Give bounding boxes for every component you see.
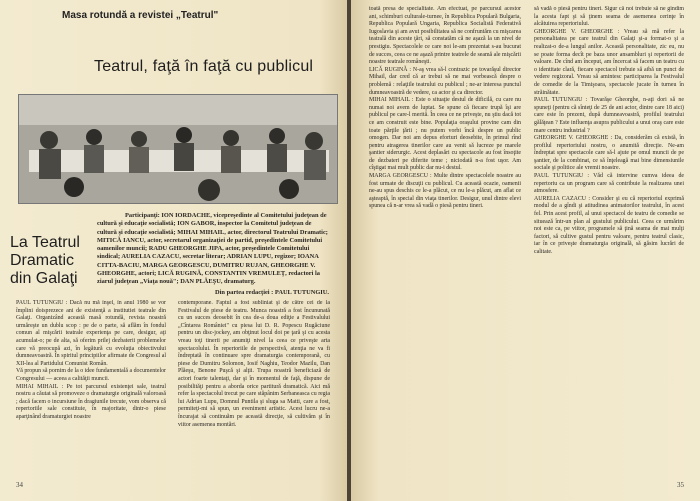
right-column-1: toată presa de specialitate. Am efectuat, pe parcursul acestor ani, schimburi culturale-turnee, în Republica Populară Bulgaria, Republica Populară Ungaria, Republica Socialistă Federativă Iugoslavia şi am avut posibilitatea să ne confruntăm cu mişcarea teatrală din aceste ţări, să constatăm că ne aşază la un nivel de prestigiu. Spectacolele ce care noi le-am prezentat s-au bucurat de succes, ceea ce ne aşază printre teatrele de seamă ale mişcării noastre teatrale româneşti. LICĂ RUGINĂ : N-aş vrea să-l contrazic pe tovarăşul director Mihail, dar cred că ar trebui să ne mai vorbească despre o problemă : relaţiile teatrului cu publicul ; ne-ar interesa punctul dumneavoastră de vedere, ca actor şi ca director. MIHAI MIHAIL : Este o situaţie destul de dificilă, cu care nu numai noi avem de luptat. Se spune că fiecare trupă îşi are publicul pe care-l merită. În ceea ce ne priveşte, nu ştiu dacă tot ce am construit este bine. Populaţia oraşului provine cam din toate părţile ţării ; nu putem vorbi încă despre un public omogen. Dar noi am depus eforturi deosebite, în primul rînd pentru atragerea tinerilor care au venit să lucreze pe marele şantier siderurgic. Acest deplasări cu spectacole au fost însoţite de dezbateri pe diferite teme ; niciodată n-a fost uşor. Am cîştigat mai mult public dar nu-i destul. MARGA GEORGESCU : Multe dintre spectacolele noastre au fost urmate de discuţii cu publicul. Cu această ocazie, oamenii ne-au spus deschis ce le-a plăcut, ce nu le-a plăcut, am aflat ce aşteaptă, în special din viaţa tinerilor. Desigur, unul dintre elevi spunea că n-ar vrea să vadă o piesă pentru tineri.: [369, 6, 521, 210]
participants-block: [97, 212, 329, 297]
left-column-1: PAUL TUTUNGIU : Dacă nu mă înşel, în anul 1980 se vor împlini doisprezece ani de existenţă a institutiei teatrale din Galaţi. Organizând această masă rotundă, revista noastră urmăreşte un dublu scop : pe de o parte, să aflăm în fondul comun al mişcării teatrale experienţa pe care, desigur, aţi acumulat-o; pe de alta, să oferim prilej dezbaterii problemelor care vă preocupă azi, în legătură cu evoluţia obiectivului dumneavoastră. În spiritul principiilor afirmate de Congresul al XII-lea al Partidului Comunist Român. Vă propun să pornim de la o idee fundamentală a documentelor Congresului — aceea a calităţii muncii. MIHAI MIHAIL : Pe tot parcursul existenţei sale, teatrul nostru a căutat să promoveze o dramaturgie originală valoroasă ; dacă facem o incursiune în dragiunile trecute, vom observa că repertoriile sale constituie, în majoritate, dintr-o piese aparţinând dramaturgiei noastre: [16, 300, 166, 420]
round-table-photo: [18, 94, 338, 204]
section-rubric: Masa rotundă a revistei „Teatrul": [62, 10, 219, 21]
photo-illustration: [19, 95, 337, 203]
left-column-2: contemporane. Faptul a fost subliniat şi de către cei de la Festivalul de piese de teatru. Munca noastră a fost încununată cu un succes deosebit în cea de-a doua ediţie a Festivalului „Cîntarea României" cu piesa lui D. R. Popescu Rugăciune pentru un disc-jockey, am obţinut locul doi pe ţară şi cu acesta vreau toţi tinerii pe anumiţi nivel la ceea ce priveşte arta spectacolului. În repertoriile de perspectivă, atenţia ne va fi îndreptată în continuare spre dramaturgia contemporană, cu piese de Dumitru Solomon, Iosif Naghiu, Teodor Mazilu, Dan Plăeşu, Benone Puşcă şi alţii. Trupa noastră beneficiază de actori foarte talentaţi, dar şi în momentul de faţă, dispune de posibilităţi pentru a aborda orice partitură dramatică. Aici mă refer la spectacolul trecut pe care stăpânim Serbaneasca cu regia lui Adrian Lupu, Domnul Puntila şi sluga sa Matti, care a fost, permiteţi-mi să spun, un eveniment artistic. Acest lucru ne-a încurajat să continuăm pe această direcţie, să cultivăm şi în viitor asemenea montări.: [178, 300, 330, 428]
article-headline: Teatrul, faţă în faţă cu publicul: [94, 58, 314, 75]
page-number-left: 34: [16, 481, 23, 489]
page-number-right: 35: [677, 481, 684, 489]
editorial-credit: Din partea redacţiei : PAUL TUTUNGIU.: [215, 288, 329, 296]
right-column-2: să vadă o piesă pentru tineri. Sigur că noi trebuie să ne gîndim la acesta fapt şi să ţinem seama de asemenea cerinţe în alcătuirea repertoriului. GHEORGHE V. GHEORGHE : Vreau să mă refer la personalitatea pe care teatrul din Galaţi şi-a format-o şi a realizat-o de-a lungul anilor. Această personalitate, zic eu, nu se poate forma decît pe baza unor ansambluri şi repertorii de valoare. De cînd am început, am încercat să facem un teatru cu o identitate clară, fiecare spectacol trebuie să aibă un punct de vedere regizoral. Vreau să amintesc participarea la Festivalul de comedie de la Timişoara, spectacole jucate în turneu în străinătate. PAUL TUTUNGIU : Tovarăşe Gheorghe, n-aţi dori să ne spuneţi (pentru că sînteţi de 25 de ani actor, dintre care 18 aici) care este în prezent, după dumneavoastră, profilul teatrului gălăţean ? Este influenţa asupra publicului a unui oraş care este mare centru industrial ? GHEORGHE V. GHEORGHE : Da, considerăm că există, în profilul repertoriului nostru, o anumită direcţie. Ne-am îndreptat spre spectacole care să-l ajute pe omul muncii de pe şantier, de la combinat, ce să înţeleagă mai bine dimensiunile sociale şi politice ale vremii noastre. PAUL TUTUNGIU : Văd că intervine cumva ideea de repertoriu ca un program care să contribuie la realizarea unei atmosfere. AURELIA CAZACU : Consider şi eu că repertoriul exprimă modul de a gîndi şi atitudinea animatorilor teatrului, în acest fel. Prin acest profil, al unui spectacol de teatru de comedie se situează într-un plan al gustului publicului. Ceea ce urmărim noi este ca, pe viitor, programele să ţină seama de mai mulţi factori, să cultive gustul pentru valoare, pentru teatrul clasic, iar în ce priveşte dramaturgia originală, să găsim lucrări de calitate.: [534, 6, 684, 255]
left-page: [0, 0, 347, 501]
participants-label: Participanţi: [125, 212, 158, 219]
side-title: La Teatrul Dramatic din Galaţi: [10, 234, 80, 287]
right-page: [351, 0, 700, 501]
participants-list: : ION IORDACHE, vicepreşedinte al Comitetului judeţean de cultură şi educaţie socialistă; ION GABOR, inspector la Comitetul judeţean de cultură şi educaţie socialistă; MIHAI MIHAIL, actor, directorul Teatrului Dramatic; MITICĂ IANCU, actor, secretarul organizaţiei de partid, preşedintele Comitetului oamenilor muncii; RADU GHEORGHE JIPA, actor, preşedintele Comitetului sindical; AURELIA CAZACU, secretar literar; ADRIAN LUPU, regizor; IOANA CITTA-BACIU, MARGA GEORGESCU, DUMITRU RUJAN, GHEORGHE V. GHEORGHE, actori; LICĂ RUGINĂ, CONSTANTIN VREMULEŢ, redactori la ziarul judeţean „Viaţa nouă"; DAN PLĂEŞU, dramaturg.: [97, 212, 328, 286]
